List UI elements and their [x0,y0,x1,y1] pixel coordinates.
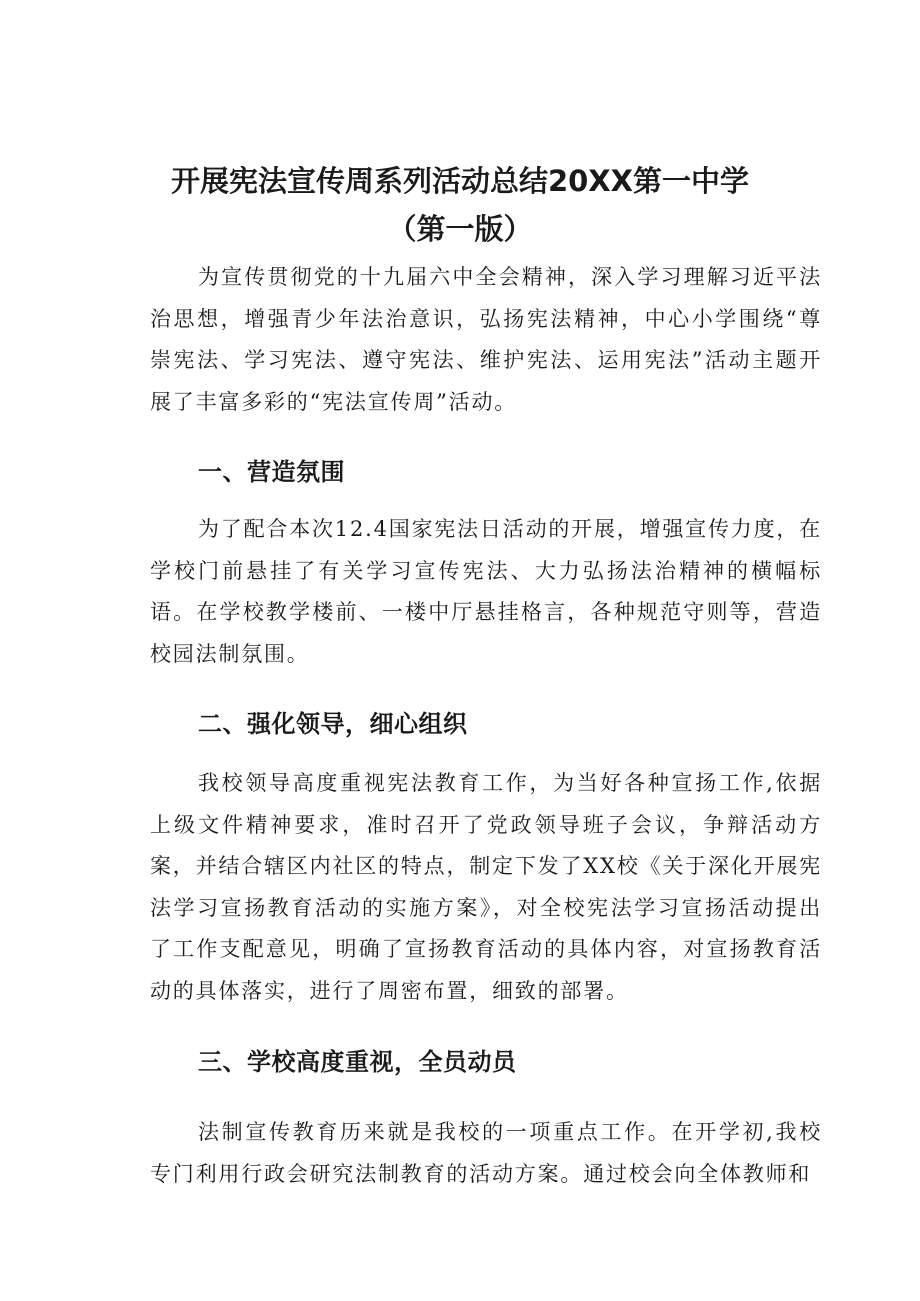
document-subtitle: （第一版） [387,212,533,246]
document-title: 开展宪法宣传周系列活动总结20XX第一中学 [170,164,750,198]
section-body-2: 我校领导高度重视宪法教育工作，为当好各种宣扬工作,依据上级文件精神要求，准时召开了党政领导班子会议，争辩活动方案，并结合辖区内社区的特点，制定下发了XX校《关于深化开展宪法学习宣扬教育活动的实施方案》，对全校宪法学习宣扬活动提出了工作支配意见，明确了宣扬教育活动的具体内容，对宣扬教育活动的具体落实，进行了周密布置，细致的部署。 [150,771,822,1003]
section-body-1: 为了配合本次12.4国家宪法日活动的开展，增强宣传力度，在学校门前悬挂了有关学习宣传宪法、大力弘扬法治精神的横幅标语。在学校教学楼前、一楼中厅悬挂格言，各种规范守则等，营造校园法制氛围。 [150,517,822,666]
section-heading-3: 三、学校高度重视，全员动员 [198,1048,517,1076]
section-heading-1: 一、营造氛围 [198,458,345,486]
section-heading-2: 二、强化领导，细心组织 [198,710,468,738]
section-body-3: 法制宣传教育历来就是我校的一项重点工作。在开学初,我校专门利用行政会研究法制教育的活动方案。通过校会向全体教师和 [150,1120,822,1186]
intro-paragraph: 为宣传贯彻党的十九届六中全会精神，深入学习理解习近平法治思想，增强青少年法治意识，弘扬宪法精神，中心小学围绕“尊崇宪法、学习宪法、遵守宪法、维护宪法、运用宪法”活动主题开展了丰富多彩的“宪法宣传周”活动。 [150,265,822,414]
